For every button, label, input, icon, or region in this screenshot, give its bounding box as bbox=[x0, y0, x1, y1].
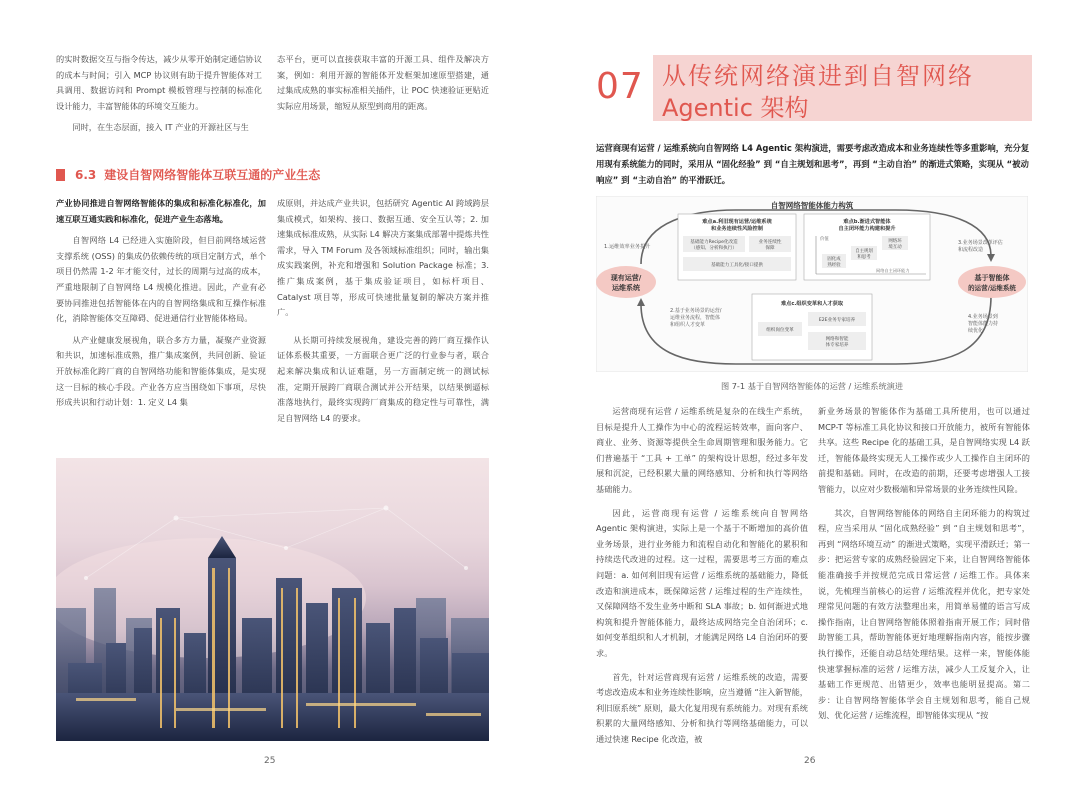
chapter-title-line1: 从传统网络演进到自智网络 bbox=[662, 62, 974, 90]
section-number: 6.3 bbox=[75, 167, 97, 182]
box-b-item-3-text2: 境互动 bbox=[888, 245, 902, 250]
box-a-title-2: 和业务连续性风险控制 bbox=[711, 226, 763, 232]
agent-system-label-1: 基于智能体 bbox=[974, 274, 1010, 282]
note-3: 3.业务场景改革评估 bbox=[958, 240, 1003, 246]
section-title: 建设自智网络智能体互联互通的产业生态 bbox=[104, 168, 321, 182]
left-col1-top bbox=[56, 52, 262, 142]
box-c-item-3-text2: 体专家培养 bbox=[825, 343, 849, 348]
left-col2-top bbox=[277, 52, 489, 120]
right-col1 bbox=[596, 404, 808, 753]
box-a-item-2-text: 业务连续性 bbox=[758, 240, 782, 245]
box-a-item-1-text: 基础能力Recipe化改造 bbox=[690, 240, 738, 245]
note-4-line3: 续优化 bbox=[968, 328, 984, 334]
chapter-number: 07 bbox=[596, 66, 644, 107]
chapter-title-line2: Agentic 架构 bbox=[662, 94, 809, 122]
box-a-title-1: 难点a.利旧现有运营/运维系统 bbox=[702, 219, 772, 225]
left-col1-bottom bbox=[56, 196, 266, 417]
axis-y-label: 价值 bbox=[820, 237, 829, 242]
note-1: 1.运维效率业务提升 bbox=[604, 244, 651, 250]
existing-system-node bbox=[596, 266, 656, 298]
note-3-line2: 和流程改造 bbox=[958, 247, 984, 253]
box-a-item-1-text2: （感知、分析和执行） bbox=[691, 246, 737, 251]
box-a-item-2-text2: 保障 bbox=[765, 246, 775, 251]
chapter-intro: 运营商现有运营 / 运维系统向自智网络 L4 Agentic 架构演进，需要考虑改造成本和业务连续性等多重影响，充分复用现有系统能力的同时，采用从 “固化经验” 到 “自主规划和思考”，再到 “主动自治” 的渐进式策略，实现从 “被动响应” 到 “主动自治” 的平滑跃迁。 bbox=[596, 143, 1030, 185]
note-2-line3: 和组织人才变革 bbox=[670, 322, 706, 328]
paragraph: 从产业健康发展视角，联合多方力量，凝聚产业资源和共识，加速标准成熟，推广集成案例，共同创新、验证开放标准化跨厂商的自智网络功能和智能体集成，是实现这一目标的核心手段。产业各方应当围绕如下事项，尽快形成共识和行动计划：1. 定义 L4 集 bbox=[56, 334, 266, 408]
paragraph: 因此，运营商现有运营 / 运维系统向自智网络 Agentic 架构演进，实际上是一个基于不断增加的高价值业务场景，进行业务能力和流程自动化和智能化的累积和持续迭代改进的过程。这一过程，需要思考三方面的难点问题：a. 如何利旧现有运营 / 运维系统的基础能力，降低改造和演进成本，既保障运营 / 运维过程的生产连续性，又保障网络不发生业务中断和 SLA 事故；b. 如何渐进式地构筑和提升智能体能力，最终达成网络完全自治闭环；c. 如何变革组织和人才机制，才能满足网络 L4 自治闭环的要求。 bbox=[596, 507, 808, 658]
section-marker bbox=[56, 169, 65, 181]
existing-system-label-2: 运维系统 bbox=[612, 284, 640, 292]
box-b-item-3-text: 网络环 bbox=[888, 239, 902, 244]
box-c-item-1-text: 组织岗位变革 bbox=[766, 328, 794, 333]
box-b-item-2-text: 自主规划 bbox=[855, 249, 873, 254]
right-col2 bbox=[818, 404, 1030, 730]
box-c-item-2-text: E2E业务专家培养 bbox=[818, 318, 856, 323]
paragraph: 态平台，更可以直接获取丰富的开源工具、组件及解决方案，例如：利用开源的智能体开发框架加速原型搭建，通过集成成熟的事实标准相关插件，让 POC 快速验证更贴近实际应用场景，缩短从原型到商用的距离。 bbox=[277, 54, 489, 111]
paragraph: 其次，自智网络智能体的网络自主闭环能力的构筑过程，应当采用从 “固化成熟经验” 到 “自主规划和思考”，再到 “网络环境互动” 的渐进式策略，实现平滑跃迁；第一步：把运营专家的成熟经验固定下来，让自智网络智能体能准确接手并按规范完成日常运营 / 运维工作。具体来说，先梳理当前核心的运营 / 运维流程并优化，把专家处理常见问题的有效方法整理出来，用简单易懂的语言写成操作指南，让自智网络智能体照着指南开展工作；同时借助智能工具，帮助智能体更好地理解指南内容，能按步骤执行操作，还能自动总结处理结果。这样一来，智能体能快速掌握标准的运营 / 运维方法，减少人工反复介入，让基础工作更规范、出错更少，效率也能明显提高。第二步：让自智网络智能体学会自主规划和思考，能自己规划、优化运营 / 运维流程，即智能体实现从 “按 bbox=[818, 507, 1030, 721]
left-col2-bottom bbox=[277, 196, 489, 432]
agent-system-label-2: 的运营/运维系统 bbox=[968, 284, 1016, 292]
box-b-item-2-text2: 和思考 bbox=[857, 255, 871, 260]
axis-x-label: 网络自主闭环能力 bbox=[876, 268, 910, 273]
box-b-item-1-text2: 熟经验 bbox=[827, 263, 841, 268]
box-b-title-1: 难点b.渐进式智能体 bbox=[843, 219, 891, 225]
note-2: 2.基于业务场景的运营/ bbox=[670, 308, 722, 314]
existing-system-label-1: 现有运营/ bbox=[610, 274, 642, 282]
box-c-item-3-text: 网络和智能 bbox=[825, 337, 849, 342]
box-c-title: 难点c.组织变革和人才获取 bbox=[780, 301, 844, 307]
diagram-svg bbox=[596, 196, 1028, 372]
page-number: 26 bbox=[804, 756, 816, 766]
bold-paragraph: 产业协同推进自智网络智能体的集成和标准化标准化，加速互联互通实践和标准化，促进产业生态落地。 bbox=[56, 198, 266, 224]
section-heading bbox=[56, 166, 320, 183]
page-number: 25 bbox=[264, 756, 276, 766]
paragraph: 新业务场景的智能体作为基础工具所使用，也可以通过 MCP-T 等标准工具化协议和接口开放能力，被所有智能体共享。这些 Recipe 化的基础工具，是自智网络实现 L4 跃迁，智能体最终实现无人工操作或少人工操作自主闭环的前提和基础。同时，在改造的前期，还要考虑增强人工接管能力，以应对少数极端和异常场景的业务连续性风险。 bbox=[818, 406, 1030, 494]
paragraph: 自智网络 L4 已经进入实施阶段，但目前网络域运营支撑系统 (OSS) 的集成仍依赖传统的项目定制方式，单个项目仍然需 1-2 年才能交付，过长的周期与过高的成本，严重地限制了自智网络 L4 规模化推进。因此，产业有必要协同推进包括智能体在内的自智网络集成和互操作标准化，消除智能体交互障碍、促进通信行业智能体格局。 bbox=[56, 235, 266, 324]
paragraph: 运营商现有运营 / 运维系统是复杂的在线生产系统，目标是提升人工操作为中心的流程运转效率，面向客户、商业、业务、资源等提供全生命周期管理和服务能力。它们普遍基于 “工具 + 工单” 的架构设计思想，经过多年发展和沉淀，已经积累大量的网络感知、分析和执行等网络基础能力。 bbox=[596, 406, 808, 494]
paragraph: 首先，针对运营商现有运营 / 运维系统的改造，需要考虑改造成本和业务连续性影响，应当遵循 “注入新智能，利旧原系统” 原则，最大化复用现有系统能力。对现有系统积累的大量网络感知、分析和执行等网络基础能力，可以通过快速 Recipe 化改造，被 bbox=[596, 671, 808, 744]
skyline-illustration bbox=[56, 458, 489, 741]
box-b-title-2: 自主闭环能力构建和提升 bbox=[838, 226, 896, 232]
architecture-diagram bbox=[596, 196, 1028, 372]
paragraph: 成原则，并达成产业共识，包括研究 Agentic AI 跨域跨层集成模式，如架构、接口、数据互通、安全互认等；2. 加速集成标准成熟，从实际 L4 解决方案集成部署中提炼共性需求，导入 TM Forum 及各领域标准组织；同时，输出集成实践案例，补充和增强和 Solution Package 标准；3. 推广集成案例，基于集成验证项目，如标杆项目、Catalyst 项目等，形成可快速批量复制的解决方案并推广。 bbox=[277, 198, 489, 318]
note-2-line2: 运维业务流程，智能体 bbox=[670, 315, 721, 321]
note-4-line2: 智能体能力持 bbox=[968, 321, 999, 327]
box-b-item-1-text: 固化成 bbox=[827, 257, 841, 262]
figure-caption: 图 7-1 基于自智网络智能体的运营 / 运维系统演进 bbox=[720, 381, 904, 391]
paragraph: 的实时数据交互与指令传达，减少从零开始制定通信协议的成本与时间；引入 MCP 协议则有助于提升智能体对工具调用、数据访问和 Prompt 模板管理与控制的标准化设计能力，丰富智能体的环境交互能力。 bbox=[56, 54, 262, 111]
city-skyline-photo bbox=[56, 458, 489, 741]
agent-system-node bbox=[958, 266, 1026, 298]
diagram-title: 自智网络智能体能力构筑 bbox=[770, 201, 854, 210]
box-a-item-3-text: 基础能力工具化/接口提供 bbox=[710, 263, 764, 268]
paragraph: 从长期可持续发展视角，建设完善的跨厂商互操作认证体系极其重要，一方面联合更广泛的行业参与者，联合起来解决集成和认证难题，另一方面制定统一的测试标准，定期开展跨厂商联合测试并公开结果，以结果倒逼标准落地执行，最终实现跨厂商集成的稳定性与可靠性，满足自智网络 L4 的要求。 bbox=[277, 334, 489, 423]
paragraph: 同时，在生态层面，接入 IT 产业的开源社区与生 bbox=[72, 122, 249, 133]
note-4: 4.业务场景到 bbox=[968, 314, 998, 320]
